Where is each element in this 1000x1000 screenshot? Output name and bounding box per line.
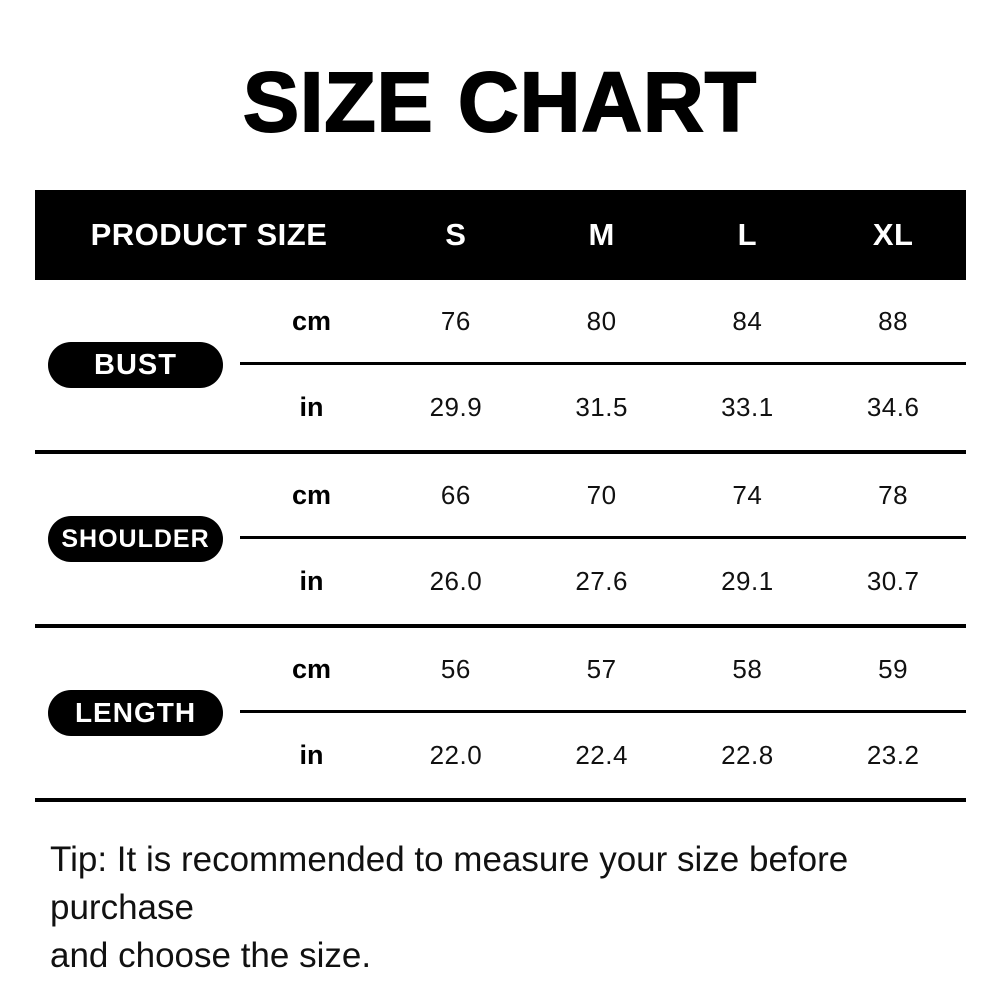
tip-line-1: Tip: It is recommended to measure your size before purchase	[50, 840, 849, 927]
table-row-length	[35, 628, 966, 802]
size-chart-table	[35, 190, 966, 802]
table-cell: 29.9	[429, 392, 483, 422]
table-cell: 80	[529, 280, 675, 365]
bust-label-pill	[48, 342, 223, 388]
table-cell: 74	[675, 454, 821, 539]
unit-label: in	[299, 566, 324, 596]
unit-label: cm	[240, 280, 383, 365]
header-product-size: PRODUCT SIZE	[90, 217, 328, 252]
table-cell: 88	[820, 280, 966, 365]
table-cell: 22.4	[575, 740, 628, 770]
length-label-pill	[48, 690, 223, 736]
header-size-m: M	[588, 217, 615, 252]
length-label: LENGTH	[74, 697, 197, 728]
table-cell: 57	[529, 628, 675, 713]
tip-text	[50, 836, 960, 980]
table-cell: 22.8	[721, 740, 774, 770]
header-size-xl: XL	[872, 217, 914, 252]
unit-label: cm	[240, 454, 383, 539]
table-cell: 84	[675, 280, 821, 365]
unit-label: in	[299, 740, 324, 770]
bust-label: BUST	[94, 348, 177, 381]
table-header-bar	[35, 190, 966, 280]
table-cell: 58	[675, 628, 821, 713]
table-cell: 59	[820, 628, 966, 713]
table-cell: 33.1	[721, 392, 774, 422]
page-title: SIZE CHART	[243, 55, 757, 149]
table-cell: 23.2	[866, 740, 920, 770]
shoulder-label: SHOULDER	[61, 524, 210, 553]
table-cell: 66	[383, 454, 529, 539]
table-cell: 27.6	[575, 566, 628, 596]
table-row-bust	[35, 280, 966, 454]
table-cell: 30.7	[866, 566, 920, 596]
table-cell: 78	[820, 454, 966, 539]
unit-label: in	[299, 392, 324, 422]
table-cell: 26.0	[429, 566, 483, 596]
table-cell: 70	[529, 454, 675, 539]
tip-line-2: and choose the size.	[50, 936, 372, 975]
header-size-s: S	[445, 217, 467, 252]
table-cell: 56	[383, 628, 529, 713]
table-cell: 29.1	[721, 566, 774, 596]
shoulder-label-pill	[48, 516, 223, 562]
header-size-l: L	[737, 217, 758, 252]
table-cell: 76	[383, 280, 529, 365]
table-cell: 34.6	[866, 392, 920, 422]
table-cell: 22.0	[429, 740, 483, 770]
table-row-shoulder	[35, 454, 966, 628]
unit-label: cm	[240, 628, 383, 713]
table-cell: 31.5	[575, 392, 628, 422]
